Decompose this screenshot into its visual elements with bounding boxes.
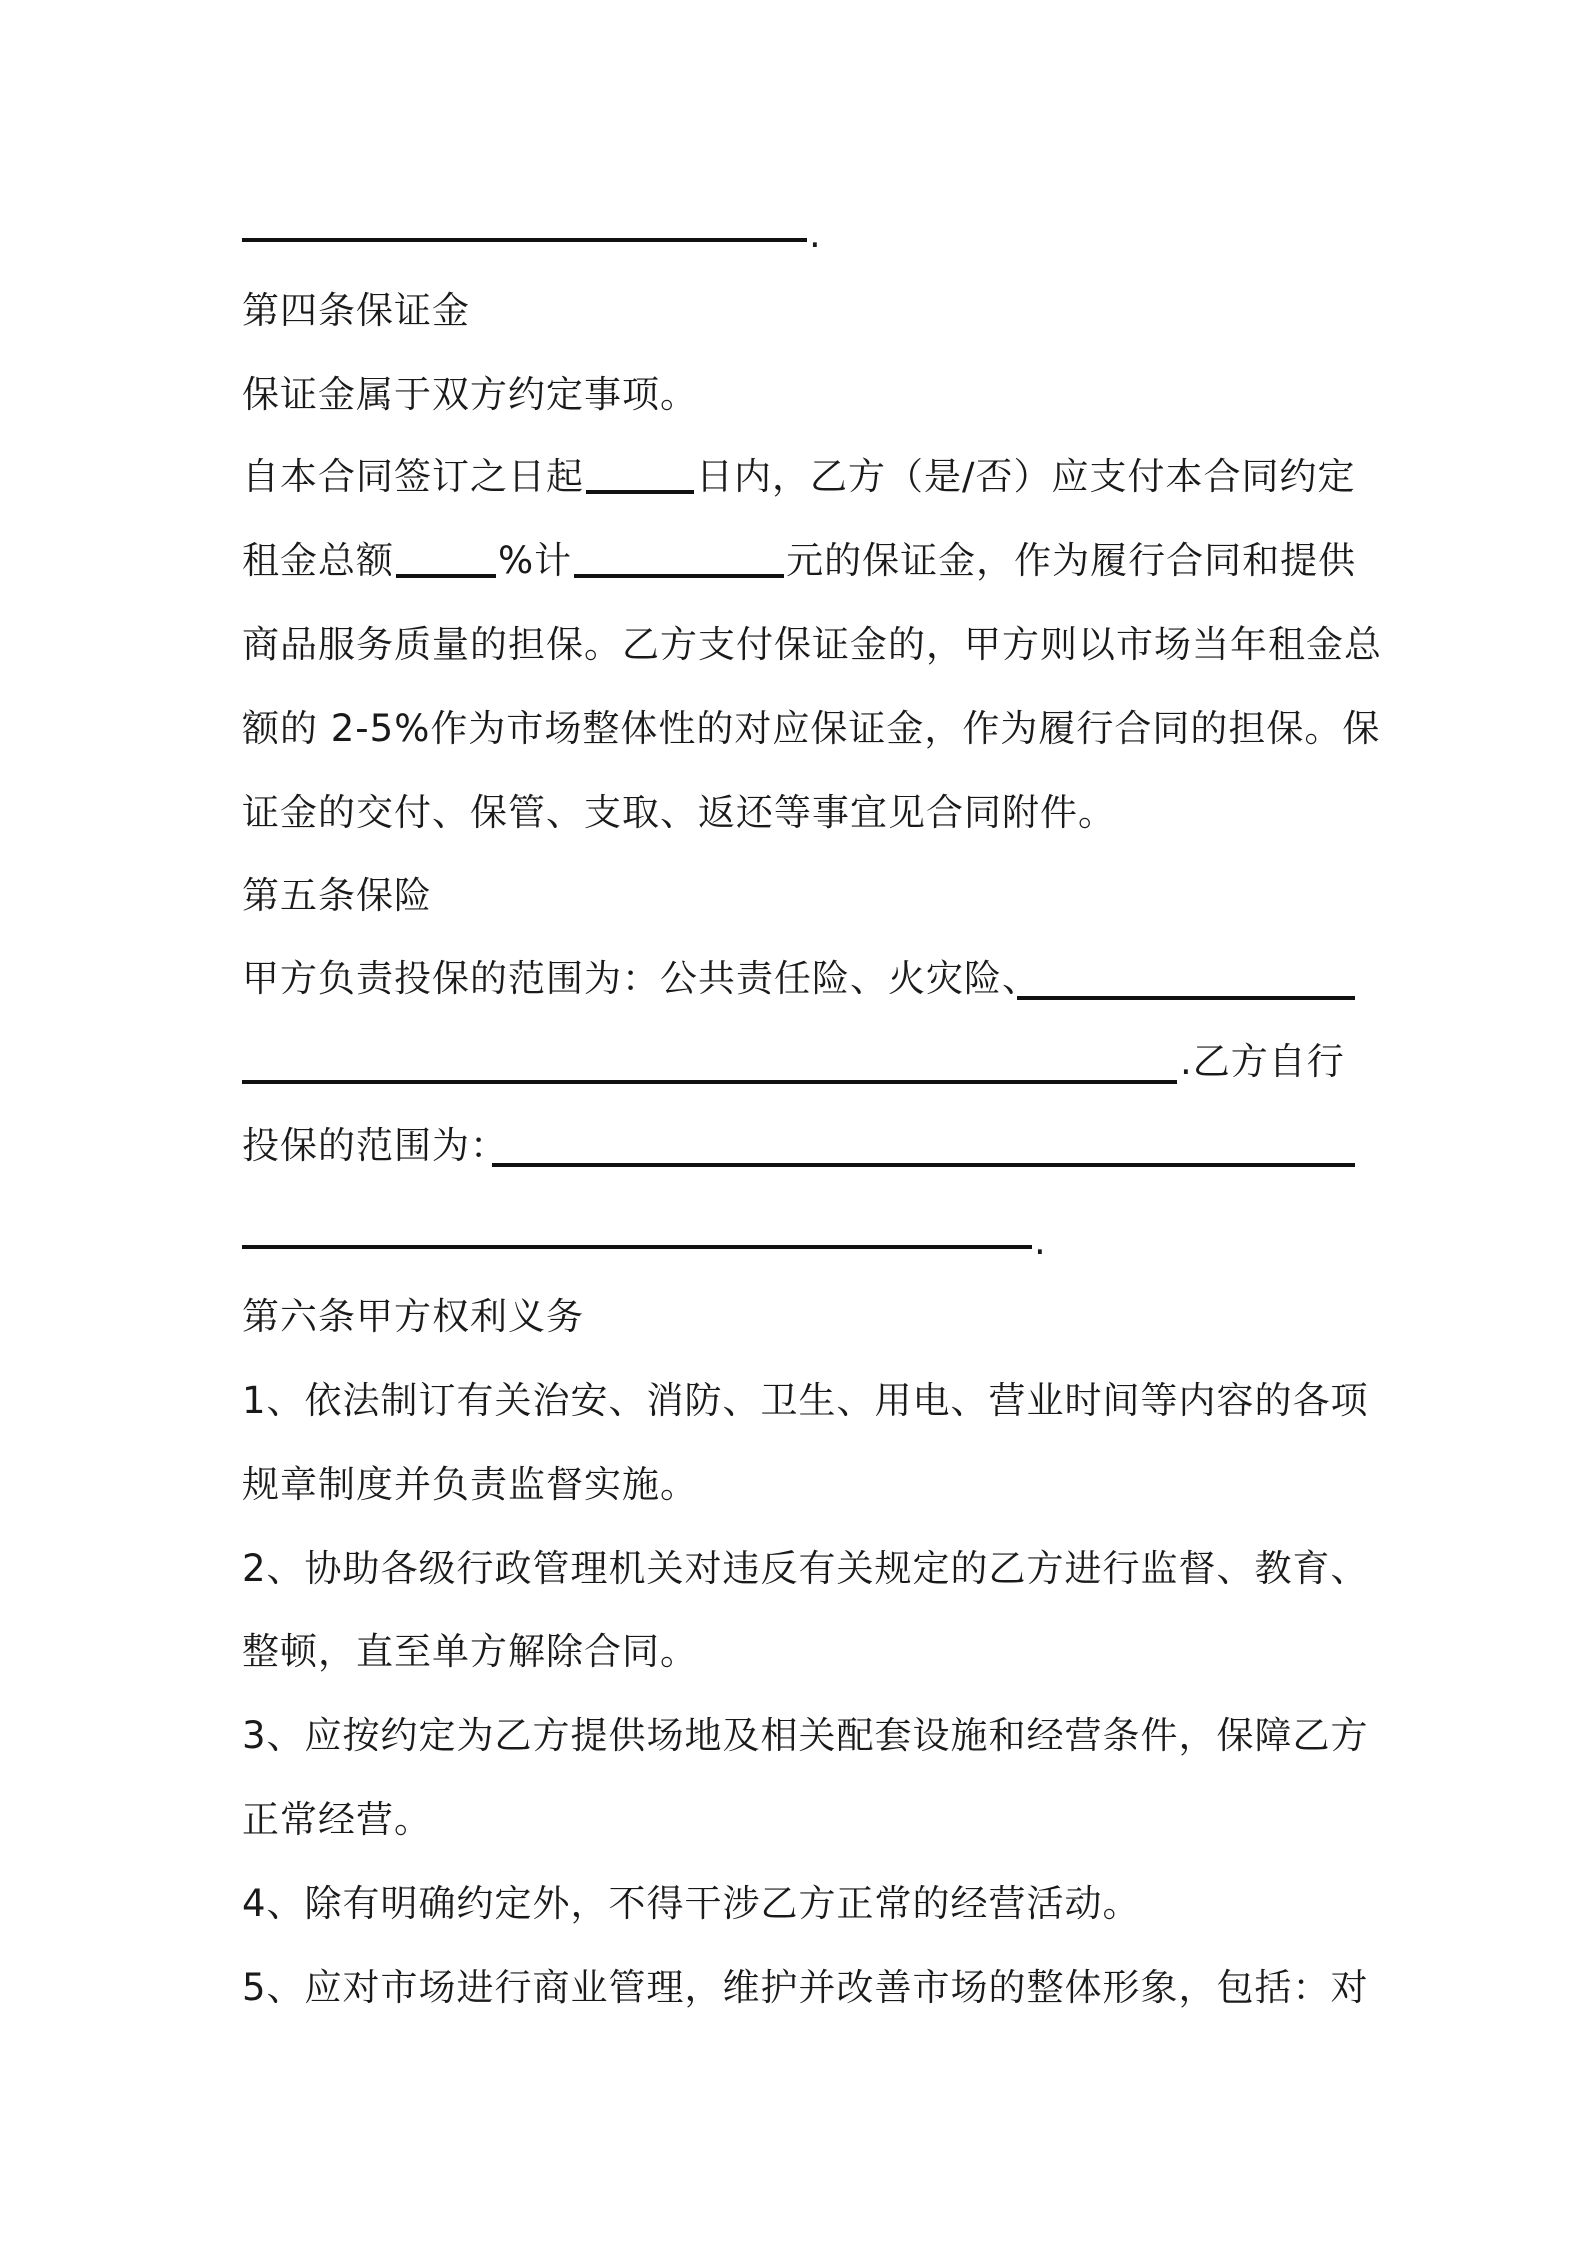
article-4-para-6: 证金的交付、保管、支取、返还等事宜见合同附件。 <box>242 791 1116 834</box>
article-6-item-3b: 正常经营。 <box>242 1798 432 1841</box>
article-6-heading: 第六条甲方权利义务 <box>242 1295 584 1338</box>
article-6-item-4: 4、除有明确约定外，不得干涉乙方正常的经营活动。 <box>242 1882 1141 1925</box>
article-4-para-4: 商品服务质量的担保。乙方支付保证金的，甲方则以市场当年租金总 <box>242 623 1382 666</box>
article-4-para-3 <box>242 536 1356 586</box>
article-4-para-1: 保证金属于双方约定事项。 <box>242 373 698 416</box>
article-6-item-3a: 3、应按约定为乙方提供场地及相关配套设施和经营条件，保障乙方 <box>242 1714 1369 1757</box>
blank-line-top-period: . <box>809 213 821 256</box>
article-6-item-1a: 1、依法制订有关治安、消防、卫生、用电、营业时间等内容的各项 <box>242 1379 1369 1422</box>
blank-line-top <box>242 238 807 242</box>
article-5-heading: 第五条保险 <box>242 874 432 917</box>
text-segment: %计 <box>498 539 573 582</box>
insurance-blank-4-period: . <box>1034 1220 1046 1263</box>
text-segment: 元的保证金，作为履行合同和提供 <box>786 539 1357 582</box>
percent-blank <box>396 536 496 578</box>
article-5-para-2-end: .乙方自行 <box>1180 1040 1345 1083</box>
text-segment: 租金总额 <box>242 539 394 582</box>
text-segment: 自本合同签订之日起 <box>242 455 584 498</box>
insurance-blank-4 <box>242 1245 1032 1249</box>
amount-blank <box>574 536 784 578</box>
days-blank <box>586 452 694 494</box>
article-4-heading: 第四条保证金 <box>242 289 470 332</box>
article-6-item-1b: 规章制度并负责监督实施。 <box>242 1463 698 1506</box>
article-6-item-5: 5、应对市场进行商业管理，维护并改善市场的整体形象，包括：对 <box>242 1966 1369 2009</box>
article-4-para-2 <box>242 452 1355 502</box>
article-6-item-2b: 整顿，直至单方解除合同。 <box>242 1630 698 1673</box>
article-6-item-2a: 2、协助各级行政管理机关对违反有关规定的乙方进行监督、教育、 <box>242 1547 1369 1590</box>
text-segment: 日内，乙方（是/否）应支付本合同约定 <box>696 455 1356 498</box>
insurance-blank-2 <box>242 1080 1177 1084</box>
article-4-para-5: 额的 2-5%作为市场整体性的对应保证金，作为履行合同的担保。保 <box>242 707 1381 750</box>
insurance-blank-1 <box>1017 996 1355 1000</box>
article-5-para-3: 投保的范围为： <box>242 1124 508 1167</box>
insurance-blank-3 <box>492 1163 1355 1167</box>
article-5-para-1: 甲方负责投保的范围为：公共责任险、火灾险、 <box>242 957 1040 1000</box>
